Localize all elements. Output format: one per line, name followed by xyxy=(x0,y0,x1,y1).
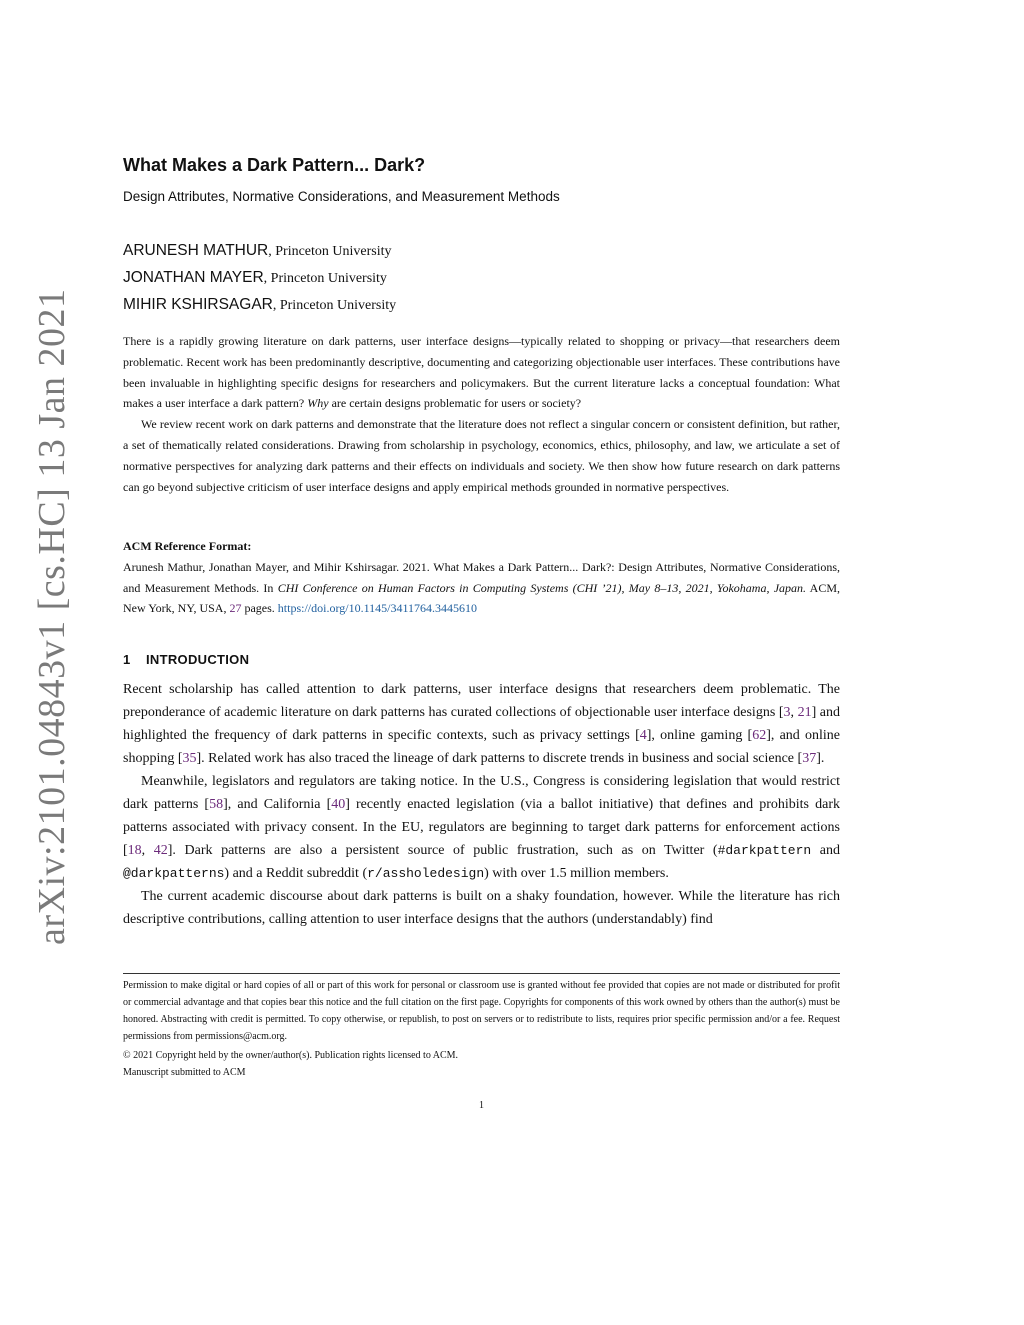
author-affiliation: Princeton University xyxy=(270,271,387,286)
arxiv-stamp: arXiv:2101.04843v1 [cs.HC] 13 Jan 2021 xyxy=(31,288,73,945)
intro-paragraph-1: Recent scholarship has called attention to dark patterns, user interface designs that researchers deem problematic. The preponderance of academic literature on dark patterns has curated collections of objectionable user interface designs [3, 21] and highlighted the frequency of dark patterns in specific contexts, such as privacy settings [4], online gaming [62], and online shopping [35]. Related work has also traced the lineage of dark patterns to discrete trends in business and social science [37]. xyxy=(123,682,840,766)
paper-title: What Makes a Dark Pattern... Dark? xyxy=(123,155,426,175)
section-heading xyxy=(123,652,249,667)
author-affiliation: Princeton University xyxy=(279,298,397,313)
abstract xyxy=(123,331,840,497)
reference-text: pages. xyxy=(244,601,275,616)
permission-notice: Permission to make digital or hard copies of all or part of this work for personal or classroom use is granted without fee provided that copies are not made or distributed for profit or commercial advantage and that copies bear this notice and the full citation on the first page. Copyrights for components of this work owned by others than the author(s) must be honored. Abstracting with credit is permitted. To copy otherwise, or republish, to post on servers or to redistribute to lists, requires prior specific permission and/or a fee. Request permissions from permissions@acm.org. xyxy=(123,980,840,1042)
acm-reference-text xyxy=(123,557,840,619)
copyright-notice: © 2021 Copyright held by the owner/author(s). Publication rights licensed to ACM. xyxy=(123,1050,459,1061)
paper-subtitle: Design Attributes, Normative Considerations, and Measurement Methods xyxy=(123,189,560,204)
introduction-body xyxy=(123,678,840,931)
section-number: 1 xyxy=(123,652,131,667)
author-name: ARUNESH MATHUR xyxy=(123,242,269,259)
footnote xyxy=(123,977,840,1081)
citation-link[interactable]: 58 xyxy=(209,797,224,812)
author-affiliation: Princeton University xyxy=(275,244,392,259)
doi-link[interactable]: https://doi.org/10.1145/3411764.3445610 xyxy=(277,601,478,616)
manuscript-notice: Manuscript submitted to ACM xyxy=(123,1067,246,1078)
page-number: 1 xyxy=(479,1100,484,1111)
section-title: INTRODUCTION xyxy=(146,652,250,667)
author-name: JONATHAN MAYER xyxy=(123,269,264,286)
citation-link[interactable]: 21 xyxy=(797,705,812,720)
abstract-text: There is a rapidly growing literature on dark patterns, user interface designs—typically related to shopping or privacy—that researchers deem problematic. Recent work has been predominantly descriptive, documenting and categorizing objectionable user interfaces. These contributions have been invaluable in highlighting specific designs for researchers and policymakers. But the current literature lacks a conceptual foundation: What makes a user interface a dark pattern? xyxy=(123,334,840,411)
citation-link[interactable]: 62 xyxy=(752,728,767,743)
hashtag-code: #darkpattern xyxy=(717,843,812,858)
citation-link[interactable]: 35 xyxy=(182,751,197,766)
author-2: JONATHAN MAYER, Princeton University xyxy=(123,269,387,286)
intro-paragraph-2: Meanwhile, legislators and regulators are taking notice. In the U.S., Congress is considering legislation that would restrict dark patterns [58], and California [40] recently enacted legislation (via a ballot initiative) that defines and prohibits dark patterns associated with privacy consent. In the EU, regulators are beginning to target dark patterns for enforcement actions [18, 42]. Dark patterns are also a persistent source of public frustration, such as on Twitter (#darkpattern and @darkpatterns) and a Reddit subreddit (r/assholedesign) with over 1.5 million members. xyxy=(123,774,841,881)
reference-publisher: ACM, New York, NY, USA, xyxy=(123,580,841,616)
abstract-paragraph-2: We review recent work on dark patterns and demonstrate that the literature does not reflect a singular concern or consistent definition, but rather, a set of thematically related considerations. Drawing from scholarship in psychology, economics, ethics, philosophy, and law, we articulate a set of normative perspectives for analyzing dark patterns and their effects on individuals and society. We then show how future research on dark patterns can go beyond subjective criticism of user interface designs and apply empirical methods grounded in normative perspectives. xyxy=(123,417,840,494)
citation-link[interactable]: 4 xyxy=(639,728,647,743)
subreddit-code: r/assholedesign xyxy=(367,866,485,881)
citation-link[interactable]: 42 xyxy=(153,843,168,858)
reference-venue: CHI Conference on Human Factors in Computing Systems (CHI ’21), May 8–13, 2021, Yokohama, Japan. xyxy=(277,580,807,595)
citation-link[interactable]: 3 xyxy=(783,705,791,720)
acm-reference-label: ACM Reference Format: xyxy=(123,539,252,553)
citation-link[interactable]: 40 xyxy=(331,797,346,812)
author-list xyxy=(123,240,396,321)
citation-link[interactable]: 18 xyxy=(127,843,142,858)
abstract-paragraph-1 xyxy=(123,331,840,414)
author-name: MIHIR KSHIRSAGAR xyxy=(123,296,273,313)
abstract-text: are certain designs problematic for users or society? xyxy=(331,396,582,411)
intro-paragraph-3: The current academic discourse about dark patterns is built on a shaky foundation, however. While the literature has rich descriptive contributions, calling attention to user interface designs that the authors (understandably) find xyxy=(123,889,840,927)
abstract-emphasis: Why xyxy=(307,396,329,411)
reference-text: Arunesh Mathur, Jonathan Mayer, and Mihir Kshirsagar. 2021. What Makes a Dark Pattern... Dark?: Design Attributes, Normative Considerations, and Measurement Methods. In xyxy=(123,559,840,595)
acm-reference xyxy=(123,536,840,619)
author-1: ARUNESH MATHUR, Princeton University xyxy=(123,242,392,259)
footnote-rule xyxy=(123,973,840,974)
handle-code: @darkpatterns xyxy=(123,866,225,881)
citation-link[interactable]: 37 xyxy=(802,751,817,766)
pages-link[interactable]: 27 xyxy=(229,601,242,616)
author-3: MIHIR KSHIRSAGAR, Princeton University xyxy=(123,296,397,313)
